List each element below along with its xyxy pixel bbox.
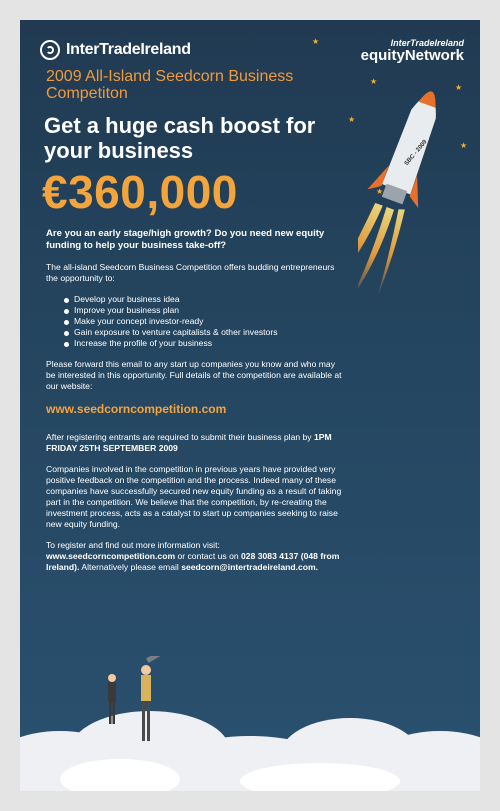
register-link[interactable]: www.seedcorncompetition.com [46,551,176,561]
logo-text: InterTradeIreland [66,41,191,58]
star-icon: ★ [460,141,468,150]
equity-logo-small: InterTradeIreland [390,38,464,48]
equity-network-logo[interactable] [361,38,464,63]
competition-title: 2009 All-Island Seedcorn Business Competiton [46,68,294,102]
feedback-text: Companies involved in the competition in previous years have provided very positive feedback on the competition and the process. Indeed many of these companies have successfully secured new equity funding as a result of taking part in the competition. We believe that the competition, by re-creating the investment process, acts as a catalyst to start up companies seeking to raise new equity funding. [46,464,342,529]
people-telescope-illustration [100,656,190,756]
register-block [46,540,346,573]
email-link[interactable]: seedcorn@intertradeireland.com. [181,562,319,572]
deadline-intro: After registering entrants are required to submit their business plan by [46,432,314,442]
intro-text: The all-island Seedcorn Business Competition offers budding entrepreneurs the opportunity to: [46,262,335,283]
forward-text: Please forward this email to any start up companies you know and who may be interested in this opportunity. Full details of the competition are available at our website: [46,359,342,391]
main-content [46,228,346,583]
list-item: Develop your business idea [64,294,346,305]
question-text: Are you an early stage/high growth? Do you need new equity funding to help your business take-off? [46,228,325,251]
list-item: Increase the profile of your business [64,338,346,349]
register-text: To register and find out more information visit: [46,540,220,550]
list-item: Make your concept investor-ready [64,316,346,327]
star-icon: ★ [312,37,320,46]
star-icon: ★ [370,77,378,86]
deadline-date: 1PM FRIDAY 25TH SEPTEMBER 2009 [46,432,332,453]
star-icon: ★ [376,187,384,196]
deadline-text [46,432,346,454]
star-icon: ★ [348,115,356,124]
prize-amount: €360,000 [42,166,238,218]
website-link[interactable]: www.seedcorncompetition.com [46,402,227,416]
opportunity-list [46,294,346,349]
clouds-illustration [20,661,480,791]
equity-logo-big: equityNetwork [360,47,464,64]
rocket-label: SBC - 2009 [403,139,429,168]
rocket-icon [358,64,458,314]
list-item: Gain exposure to venture capitalists & other investors [64,327,346,338]
alternative-text: Alternatively please email [79,562,182,572]
contact-text: or contact us on [175,551,242,561]
logo-icon [40,40,60,60]
list-item: Improve your business plan [64,305,346,316]
intertradeireland-logo[interactable] [40,40,191,60]
phone-number: 028 3083 4137 (048 from Ireland). [46,551,340,572]
star-icon: ★ [455,83,463,92]
headline: Get a huge cash boost for your business [44,113,316,163]
email-card [20,20,480,791]
